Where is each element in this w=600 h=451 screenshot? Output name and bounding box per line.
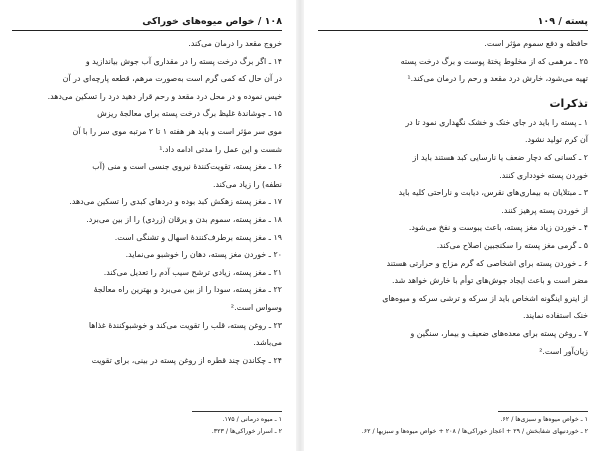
text-line: ۱۶ ـ مغز پسته، تقویت‌کنندهٔ نیروی جنسی است و منی (آب xyxy=(92,162,282,172)
text-line: ۱۷ ـ مغز پسته زهکش کبد بوده و دردهای کبدی را تسکین می‌دهد. xyxy=(69,197,282,207)
text-line: ۱۹ ـ مغز پسته برطرف‌کنندهٔ اسهال و تشنگی است. xyxy=(114,232,282,242)
text-line: ۲۳ ـ روغن پسته، قلب را تقویت می‌کند و خوشبوکنندهٔ غذاها xyxy=(88,320,282,330)
right-page xyxy=(318,14,588,444)
text-line: خیس نموده و در محل درد مقعد و رحم قرار دهید درد را تسکین می‌دهد. xyxy=(47,91,282,101)
text-line: حافظه و دفع سموم مؤثر است. xyxy=(484,39,588,48)
text-line: ۲۴ ـ چکاندن چند قطره از روغن پسته در بینی، برای تقویت xyxy=(91,355,282,365)
footnote: ۲ ـ خوردنیهای شفابخش / ۲۹ + اعجاز خوراکی‌ها / ۲۰۸ + خواص میوه‌ها و سبزیها / ۶۲. xyxy=(361,428,588,435)
text-line: ۱۵ ـ جوشاندهٔ غلیظ برگ درخت پسته برای معالجهٔ ریزش xyxy=(97,109,282,119)
text-line: ۳ ـ مبتلایان به بیماری‌های نقرس، دیابت و ناراحتی کلیه باید xyxy=(398,188,588,198)
text-line: ۲۲ ـ مغز پسته، سودا را از بین می‌برد و بهترین راه معالجهٔ xyxy=(93,285,282,295)
text-line: آن کرم تولید نشود. xyxy=(524,135,588,145)
text-line: ۱ ـ پسته را باید در جای خنک و خشک نگهداری نمود تا در xyxy=(405,117,588,127)
footnote-rule xyxy=(498,411,588,412)
book-gutter xyxy=(296,0,304,451)
footnotes xyxy=(12,411,282,438)
text-line: ۲۵ ـ مرهمی که از مخلوط پختهٔ پوست و برگ درخت پسته xyxy=(400,56,588,66)
footnotes xyxy=(318,411,588,438)
text-line: ۷ ـ روغن پسته برای معده‌های ضعیف و بیمار، سنگین و xyxy=(410,328,588,338)
left-page xyxy=(12,14,282,444)
footnote: ۲ ـ اسرار خوراکی‌ها / ۳۲۳. xyxy=(211,428,282,435)
text-line: ۵ ـ گرمی مغز پسته را سکنجبین اصلاح می‌کند. xyxy=(436,240,588,250)
footnote: ۱ ـ خواص میوه‌ها و سبزی‌ها / ۶۲. xyxy=(500,416,588,423)
text-line: ۲۱ ـ مغز پسته، زیادی ترشح سیب آدم را تعدیل می‌کند. xyxy=(103,267,282,277)
text-line: وسواس است.² xyxy=(230,302,282,312)
text-line: ۱۸ ـ مغز پسته، سموم بدن و یرقان (زردی) را از بین می‌برد. xyxy=(86,214,282,224)
text-line: ۶ ـ خوردن پسته برای اشخاصی که گرم مزاج و حرارتی هستند xyxy=(386,258,588,268)
text-line: خروج مقعد را درمان می‌کند. xyxy=(188,39,282,48)
text-line: در آن حال که کمی گرم است به‌صورت مرهم، قطعه پارچه‌ای در آن xyxy=(62,74,282,84)
text-line: ۱۴ ـ اگر برگ درخت پسته را در مقداری آب جوش بیاندازید و xyxy=(85,56,282,66)
text-line: شست و این عمل را مدتی ادامه داد.¹ xyxy=(159,144,282,154)
text-line: موی سر مؤثر است و باید هر هفته ۱ تا ۲ مرتبه موی سر را با آن xyxy=(72,126,282,136)
footnote: ۱ ـ میوه درمانی / ۱۷۵. xyxy=(222,416,282,423)
text-line: نطفه) را زیاد می‌کند. xyxy=(212,179,282,189)
page-header xyxy=(318,14,588,31)
footnote-rule xyxy=(192,411,282,412)
text-line: از خوردن پسته پرهیز کنند. xyxy=(501,205,588,215)
page-header-text: ۱۰۸ / خواص میوه‌های خوراکی xyxy=(142,16,282,27)
text-line: ۲ ـ کسانی که دچار ضعف یا نارسایی کبد هستند باید از xyxy=(412,152,588,162)
text-line: از اینرو اینگونه اشخاص باید از سرکه و ترشی سرکه و میوه‌های xyxy=(382,293,588,303)
text-line: ۲۰ ـ خوردن مغز پسته، دهان را خوشبو می‌نماید. xyxy=(125,250,282,260)
page-body xyxy=(12,35,282,369)
page-body xyxy=(318,35,588,360)
text-line: خنک استفاده نمایند. xyxy=(523,311,588,321)
page-header xyxy=(12,14,282,31)
text-line: ۴ ـ خوردن زیاد مغز پسته، باعث یبوست و نفخ می‌شود. xyxy=(408,223,588,233)
page-header-text: پسته / ۱۰۹ xyxy=(537,16,588,27)
text-line: می‌باشد. xyxy=(253,338,282,348)
text-line: خوردن پسته خودداری کنند. xyxy=(499,170,588,180)
text-line: تهیه می‌شود، خارش درد مقعد و رحم را درمان می‌کند.¹ xyxy=(407,74,588,84)
text-line: زیان‌آور است.² xyxy=(539,346,588,356)
section-heading: تذکرات xyxy=(549,96,588,110)
text-line: مضر است و باعث ایجاد جوش‌های توأم با خارش خواهد شد. xyxy=(391,276,588,286)
